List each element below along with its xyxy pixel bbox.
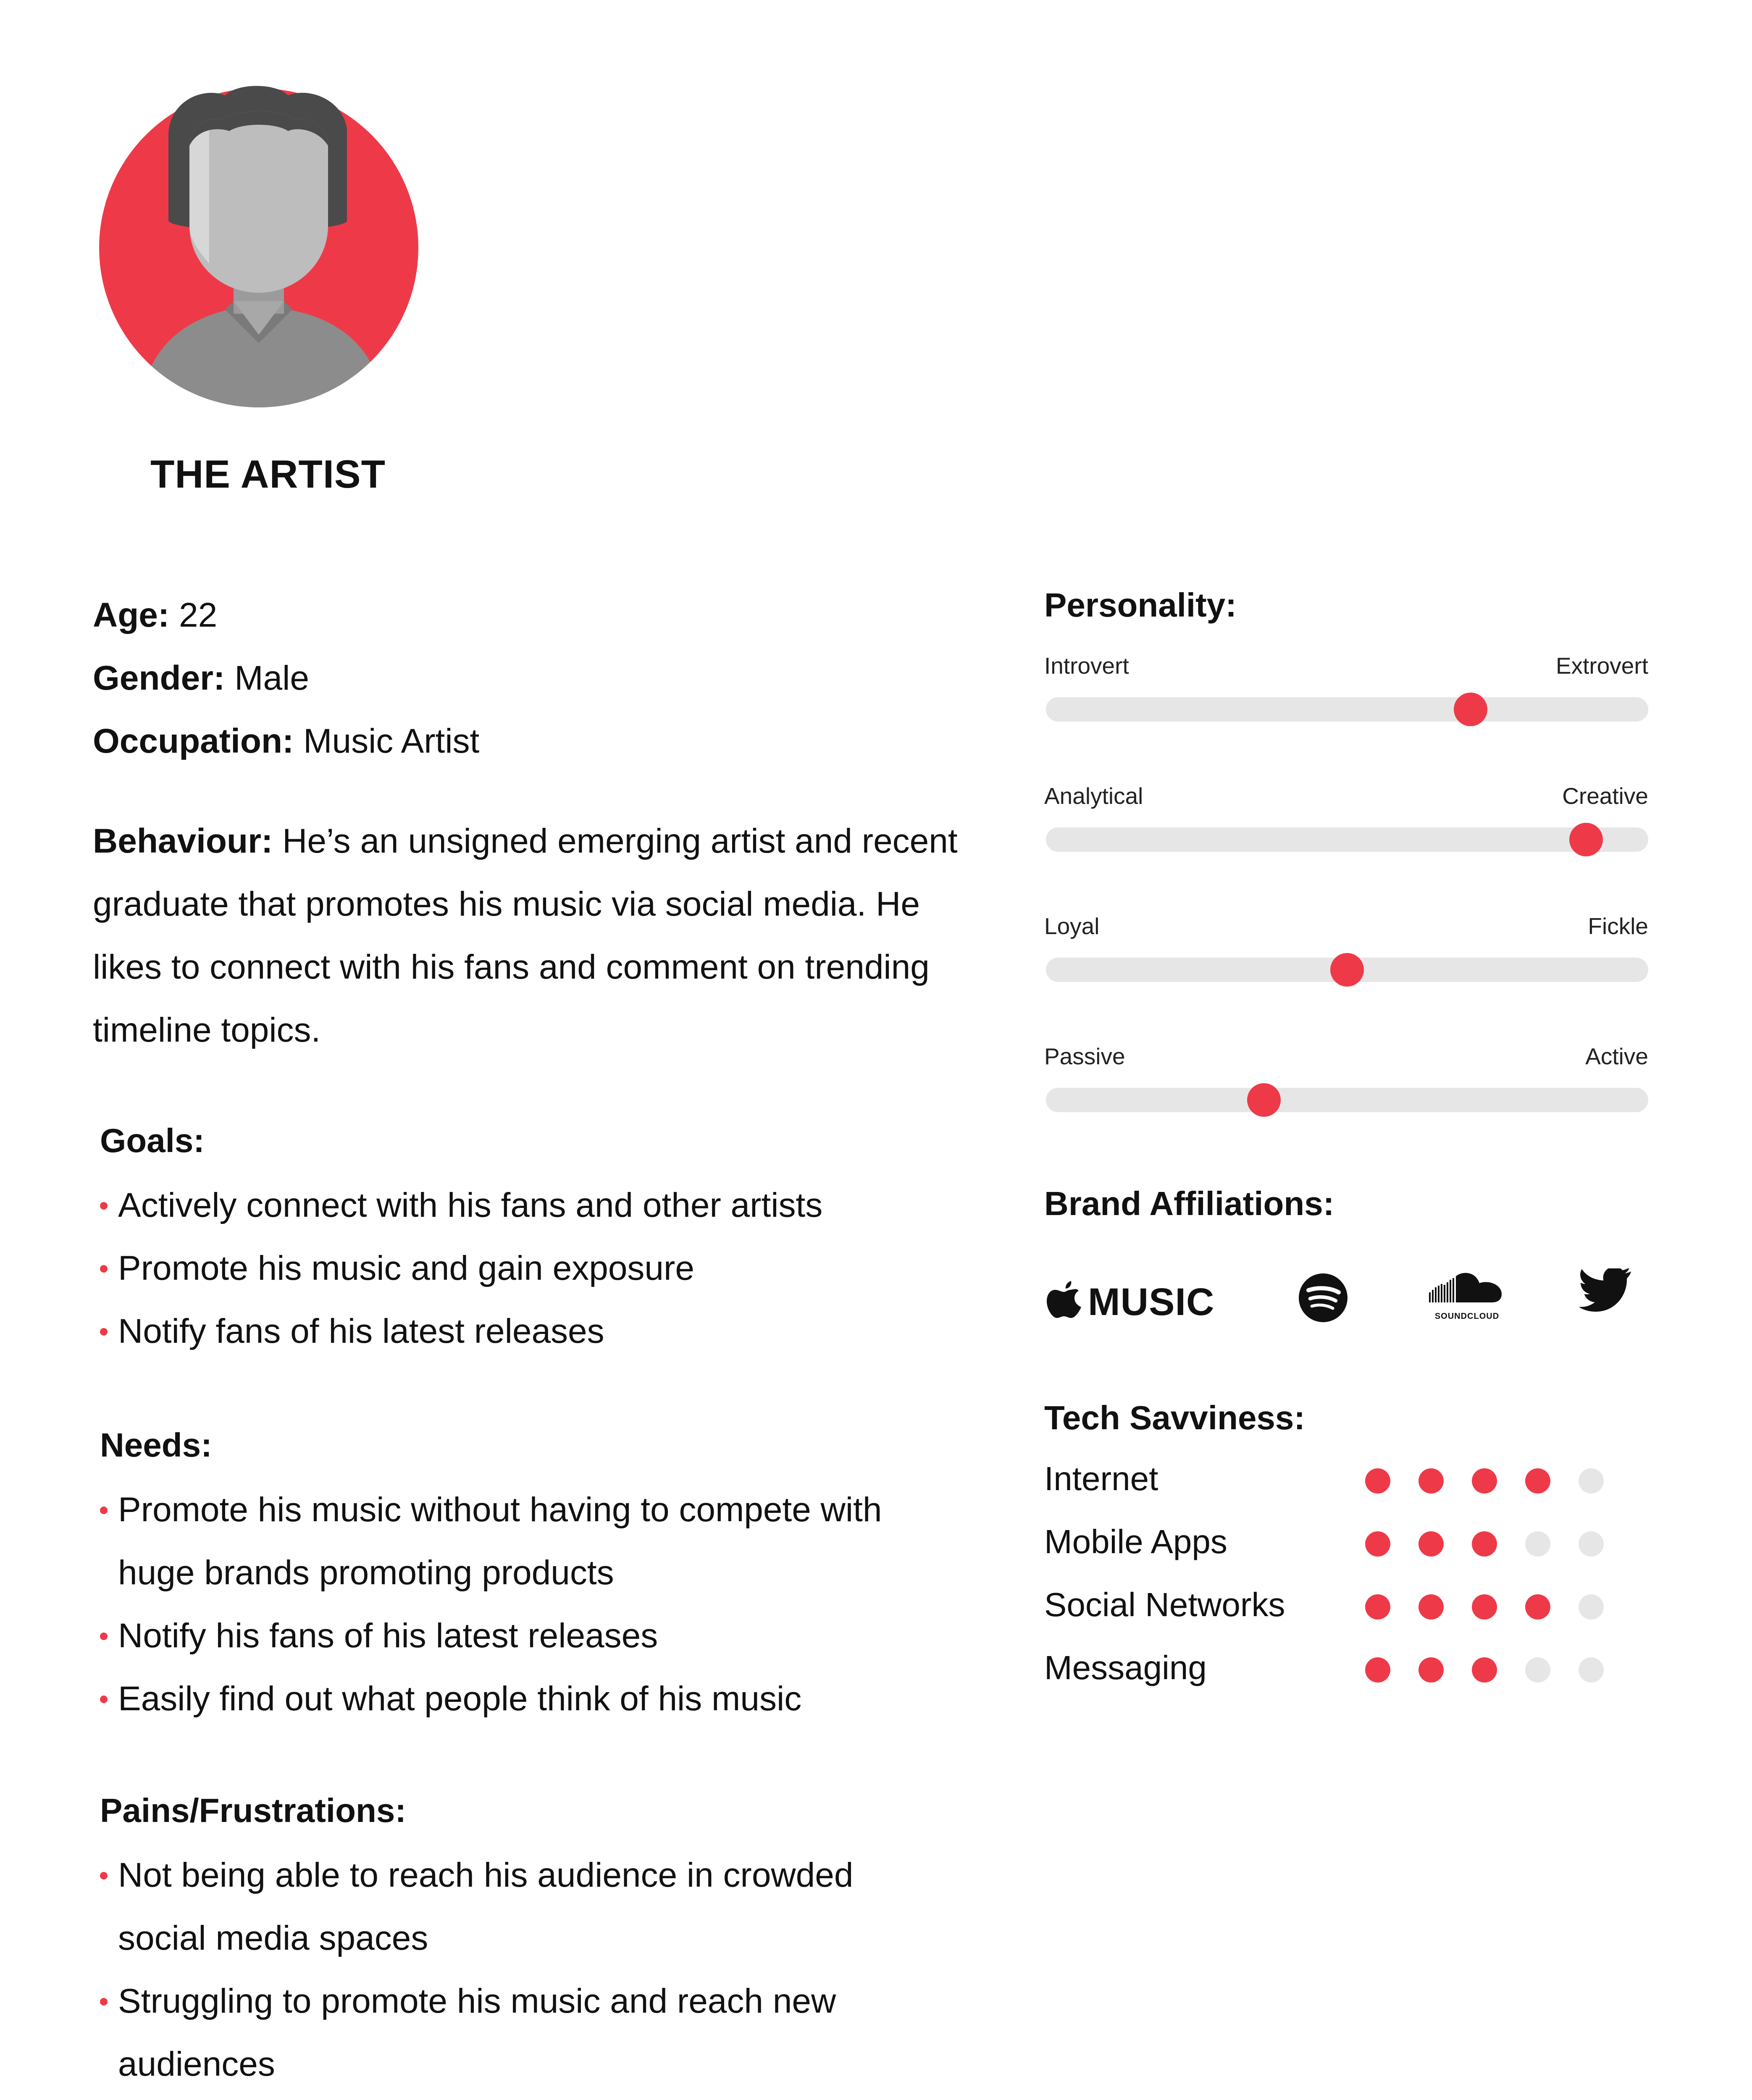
apple-icon: [1046, 1277, 1082, 1319]
bullet-icon: [100, 1507, 108, 1514]
behaviour-text: He’s an unsigned emerging artist and recent graduate that promotes his music via social media. He likes to connect with his fans and comment on trending timeline topics.: [93, 822, 958, 1049]
occupation-value: Music Artist: [303, 722, 480, 760]
twitter-logo: [1579, 1268, 1634, 1315]
rating-dot: [1525, 1531, 1550, 1557]
bullet-icon: [100, 1202, 108, 1210]
slider-knob: [1330, 953, 1364, 987]
list-item: Easily find out what people think of his music: [100, 1667, 923, 1730]
goals-list: [100, 1174, 982, 1363]
behaviour-paragraph: [93, 810, 975, 1062]
rating-dot: [1525, 1657, 1550, 1683]
list-item: Not being able to reach his audience in crowded social media spaces: [100, 1844, 948, 1970]
slider-analytical-creative: [1046, 827, 1648, 852]
tech-savviness-title: Tech Savviness:: [1044, 1399, 1305, 1436]
bullet-icon: [100, 1998, 108, 2006]
spotify-logo: [1298, 1273, 1348, 1323]
rating-dot: [1418, 1594, 1444, 1620]
rating-dot: [1472, 1594, 1497, 1620]
slider-knob: [1247, 1083, 1281, 1117]
tech-label-mobile-apps: Mobile Apps: [1044, 1523, 1227, 1560]
rating-dot: [1579, 1594, 1604, 1620]
bullet-icon: [100, 1265, 108, 1273]
rating-dot: [1418, 1468, 1444, 1494]
gender-line: [93, 657, 309, 699]
list-item: Promote his music without having to compete with huge brands promoting products: [100, 1478, 923, 1604]
needs-list: [100, 1478, 923, 1730]
persona-name: THE ARTIST: [150, 452, 386, 496]
slider-knob: [1569, 823, 1603, 856]
age-line: [93, 594, 217, 636]
needs-title: Needs:: [100, 1426, 212, 1464]
occupation-line: [93, 720, 479, 762]
brand-affiliations-title: Brand Affiliations:: [1044, 1185, 1334, 1222]
slider-passive-active: [1046, 1088, 1648, 1112]
tech-label-social-networks: Social Networks: [1044, 1586, 1285, 1623]
soundcloud-logo: [1428, 1270, 1506, 1323]
rating-dot: [1472, 1468, 1497, 1494]
bullet-icon: [100, 1696, 108, 1703]
bullet-icon: [100, 1328, 108, 1336]
list-item: Struggling to promote his music and reach new audiences: [100, 1970, 948, 2096]
gender-value: Male: [234, 659, 309, 697]
avatar: [99, 83, 418, 407]
pains-title: Pains/Frustrations:: [100, 1792, 407, 1829]
rating-dot: [1472, 1657, 1497, 1683]
list-item: Notify his fans of his latest releases: [100, 1604, 923, 1667]
goals-title: Goals:: [100, 1122, 205, 1159]
behaviour-label: Behaviour:: [93, 822, 273, 860]
rating-dot: [1579, 1468, 1604, 1494]
personality-title: Personality:: [1044, 586, 1237, 624]
rating-dot: [1579, 1531, 1604, 1557]
rating-dot: [1418, 1657, 1444, 1683]
rating-dot: [1365, 1531, 1390, 1557]
rating-dot: [1365, 1657, 1390, 1683]
list-item: Notify fans of his latest releases: [100, 1300, 982, 1363]
list-item: Actively connect with his fans and other artists: [100, 1174, 982, 1237]
rating-dot: [1525, 1594, 1550, 1620]
occupation-label: Occupation:: [93, 722, 294, 760]
slider-label-analytical: Analytical: [1044, 783, 1143, 809]
bullet-icon: [100, 1633, 108, 1640]
tech-label-messaging: Messaging: [1044, 1649, 1207, 1686]
age-value: 22: [179, 596, 218, 634]
tech-label-internet: Internet: [1044, 1460, 1158, 1497]
person-avatar-icon: [99, 83, 418, 407]
pains-list: [100, 1844, 948, 2096]
rating-dot: [1525, 1468, 1550, 1494]
slider-label-fickle: Fickle: [1588, 913, 1648, 939]
slider-knob: [1454, 693, 1487, 726]
rating-dot: [1418, 1531, 1444, 1557]
spotify-icon: [1298, 1273, 1348, 1323]
twitter-icon: [1579, 1268, 1634, 1315]
bullet-icon: [100, 1872, 108, 1880]
slider-label-loyal: Loyal: [1044, 913, 1100, 939]
gender-label: Gender:: [93, 659, 225, 697]
slider-label-active: Active: [1585, 1043, 1648, 1069]
slider-label-extrovert: Extrovert: [1555, 653, 1648, 679]
rating-dot: [1472, 1531, 1497, 1557]
apple-music-logo: [1046, 1277, 1222, 1323]
apple-music-label: MUSIC: [1088, 1281, 1215, 1323]
rating-dot: [1365, 1594, 1390, 1620]
slider-loyal-fickle: [1046, 958, 1648, 982]
soundcloud-label: SOUNDCLOUD: [1434, 1312, 1500, 1321]
list-item: Promote his music and gain exposure: [100, 1237, 982, 1300]
slider-label-introvert: Introvert: [1044, 653, 1129, 679]
slider-introvert-extrovert: [1046, 697, 1648, 722]
soundcloud-icon: [1428, 1270, 1506, 1310]
slider-label-creative: Creative: [1562, 783, 1648, 809]
slider-label-passive: Passive: [1044, 1043, 1125, 1069]
age-label: Age:: [93, 596, 170, 634]
rating-dot: [1579, 1657, 1604, 1683]
rating-dot: [1365, 1468, 1390, 1494]
